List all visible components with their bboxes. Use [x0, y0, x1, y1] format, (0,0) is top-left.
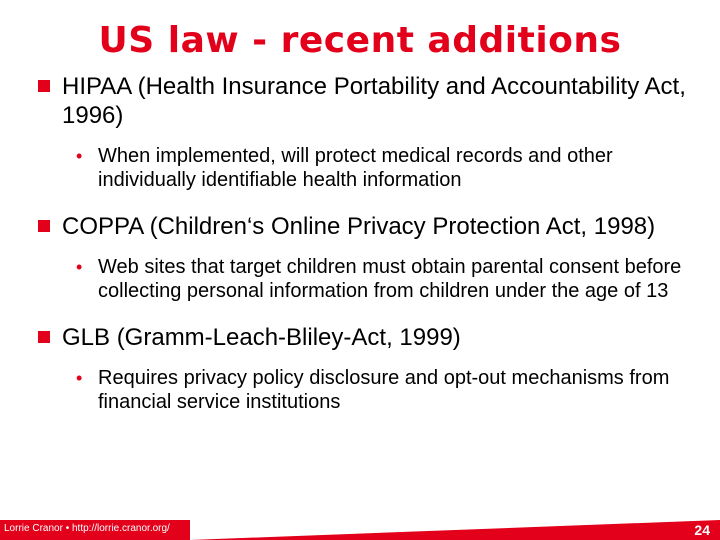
- page-number: 24: [694, 522, 710, 538]
- footer-author: Lorrie Cranor: [4, 523, 63, 534]
- sub-bullet-text: When implemented, will protect medical records and other individually identifiable health information: [98, 145, 613, 191]
- bullet-text: GLB (Gramm-Leach-Bliley-Act, 1999): [62, 324, 461, 351]
- sub-bullet-glb: [38, 366, 698, 414]
- dot-bullet-icon: •: [76, 368, 83, 388]
- square-bullet-icon: [38, 220, 50, 232]
- sub-bullet-coppa: [38, 255, 698, 303]
- bullet-list: [38, 72, 698, 434]
- sub-bullet-text: Requires privacy policy disclosure and opt-out mechanisms from financial service institutions: [98, 367, 670, 413]
- footer-url: http://lorrie.cranor.org/: [72, 523, 170, 534]
- footer-separator: •: [65, 523, 70, 534]
- square-bullet-icon: [38, 331, 50, 343]
- bullet-hipaa: [38, 72, 698, 130]
- dot-bullet-icon: •: [76, 146, 83, 166]
- bullet-glb: [38, 323, 698, 352]
- dot-bullet-icon: •: [76, 257, 83, 277]
- bullet-coppa: [38, 212, 698, 241]
- sub-bullet-hipaa: [38, 144, 698, 192]
- footer-credit: [4, 521, 170, 537]
- bullet-text: COPPA (Children‘s Online Privacy Protection Act, 1998): [62, 213, 656, 240]
- footer-wedge: [190, 520, 720, 540]
- bullet-text: HIPAA (Health Insurance Portability and Accountability Act, 1996): [62, 73, 686, 129]
- slide-title: US law - recent additions: [98, 20, 622, 61]
- sub-bullet-text: Web sites that target children must obtain parental consent before collecting personal information from children under the age of 13: [98, 256, 682, 302]
- square-bullet-icon: [38, 80, 50, 92]
